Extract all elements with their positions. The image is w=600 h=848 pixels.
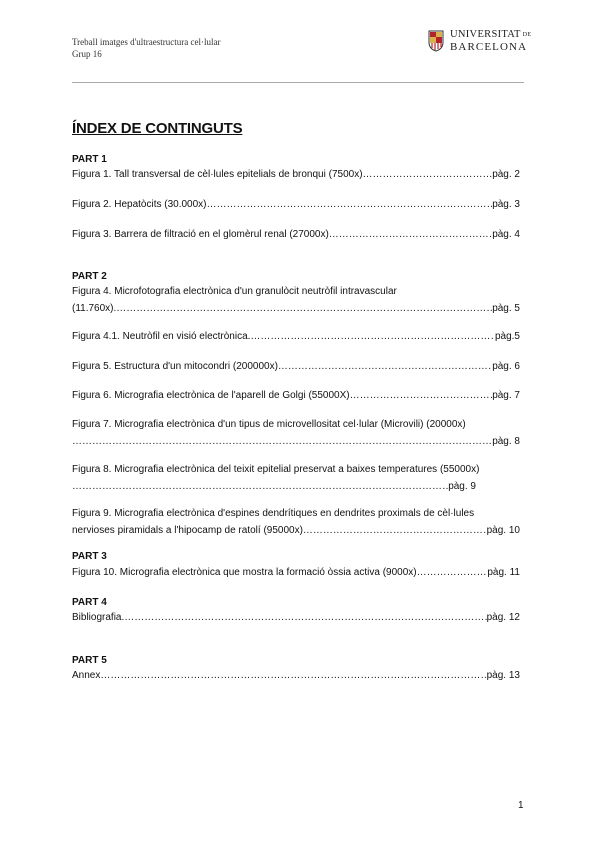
toc-entry-page: pàg.5 [494, 331, 520, 342]
toc-entry[interactable] [72, 358, 520, 375]
toc-entry-label: Figura 4. Microfotografia electrònica d'un granulòcit neutròfil intravascular [72, 286, 397, 297]
toc-entry[interactable] [72, 328, 520, 345]
toc-entry-label: Figura 9. Micrografia electrònica d'espines dendrítiques en dendrites proximals de cèl·lules [72, 508, 475, 519]
toc-entry[interactable] [72, 564, 520, 581]
toc-entry[interactable] [72, 226, 520, 243]
part-heading: PART 3 [72, 551, 107, 562]
toc-entry[interactable] [72, 166, 520, 183]
toc-entry-label: Figura 6. Micrografia electrònica de l'aparell de Golgi (55000X) [72, 390, 350, 401]
toc-entry-page: pàg. 13 [486, 670, 520, 681]
toc-entry-label: Figura 7. Micrografia electrònica d'un tipus de microvellositat cel·lular (Microvili) (20000x) [72, 419, 466, 430]
toc-entry-label: Figura 10. Micrografia electrònica que mostra la formació òssia activa (9000x) [72, 567, 417, 578]
toc-entry-label: nervioses piramidals a l'hipocamp de ratolí (95000x) [72, 525, 303, 536]
toc-entry-label: (11.760x). [72, 303, 117, 314]
toc-entry-label: Figura 3. Barrera de filtració en el glomèrul renal (27000x) [72, 229, 329, 240]
toc-entry-label: Figura 5. Estructura d'un mitocondri (200000x) [72, 361, 278, 372]
toc-entry-page: pàg. 6 [492, 361, 520, 372]
toc-entry-page: pàg. 12 [486, 612, 520, 623]
toc-entry-page: pàg. 4 [492, 229, 520, 240]
toc-entry[interactable] [72, 461, 520, 495]
toc-entry-page: pàg. 11 [487, 567, 520, 578]
toc-entry-label: Figura 4.1. Neutròfil en visió electrònica. [72, 331, 251, 342]
university-logo [428, 28, 532, 56]
toc-entry[interactable] [72, 196, 520, 213]
toc-entry-label: Figura 8. Micrografia electrònica del teixit epitelial preservat a baixes temperatures (55000x) [72, 464, 480, 475]
toc-entry[interactable] [72, 667, 520, 684]
part-heading: PART 2 [72, 271, 107, 282]
part-heading: PART 1 [72, 154, 107, 165]
toc-entry-label: Annex [72, 670, 101, 681]
logo-line-1: UNIVERSITAT $^{DE}$ [450, 29, 532, 40]
toc-entry-label: Figura 1. Tall transversal de cèl·lules epitelials de bronqui (7500x) [72, 169, 363, 180]
toc-entry[interactable] [72, 387, 520, 404]
page-number: 1 [518, 800, 524, 811]
toc-entry-page: pàg. 3 [492, 199, 520, 210]
header-group: Grup 16 [72, 49, 102, 59]
header-title: Treball imatges d'ultraestructura cel·lular [72, 37, 221, 47]
toc-entry[interactable] [72, 283, 520, 317]
toc-entry-label: Figura 2. Hepatòcits (30.000x) [72, 199, 207, 210]
toc-entry[interactable] [72, 416, 520, 450]
logo-line-2: BARCELONA [450, 41, 528, 53]
toc-entry[interactable] [72, 609, 520, 626]
page-title: ÍNDEX DE CONTINGUTS [72, 120, 243, 137]
toc-entry-page: pàg. 7 [492, 390, 520, 401]
toc-entry-page: pàg. 2 [492, 169, 520, 180]
part-heading: PART 5 [72, 655, 107, 666]
document-header [72, 36, 221, 60]
part-heading: PART 4 [72, 597, 107, 608]
toc-entry-page: pàg. 9 [448, 481, 476, 492]
university-crest-icon [428, 30, 444, 52]
header-divider [72, 82, 524, 83]
toc-entry-label: Bibliografia. [72, 612, 125, 623]
toc-entry-page: pàg. 10 [486, 525, 520, 536]
toc-entry-page: pàg. 5 [492, 303, 520, 314]
toc-entry-page: pàg. 8 [492, 436, 520, 447]
toc-entry[interactable] [72, 505, 520, 539]
